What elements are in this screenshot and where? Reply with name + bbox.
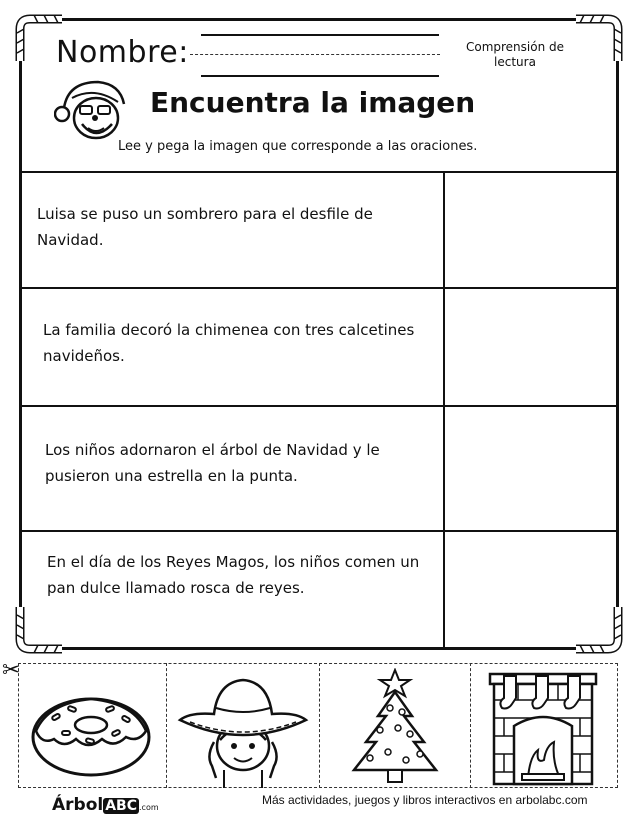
instruction-text: Lee y pega la imagen que corresponde a las oraciones. bbox=[118, 139, 478, 154]
logo-prefix: Árbol bbox=[52, 795, 104, 815]
fireplace-with-stockings-icon[interactable] bbox=[488, 670, 598, 786]
logo-abc: ABC bbox=[105, 798, 137, 814]
sentence-3: Los niños adornaron el árbol de Navidad y le pusieron una estrella en la punta. bbox=[45, 441, 380, 485]
footer-text: Más actividades, juegos y libros interactivos en arbolabc.com bbox=[262, 793, 588, 807]
santa-icon bbox=[54, 76, 130, 146]
paste-box-4[interactable] bbox=[445, 532, 616, 648]
name-midline bbox=[190, 54, 440, 55]
scissors-icon: ✂ bbox=[2, 658, 21, 683]
name-line bbox=[201, 34, 439, 36]
genre-label: Comprensión de lectura bbox=[465, 40, 565, 69]
logo-suffix: .com bbox=[139, 803, 159, 812]
cut-line bbox=[319, 663, 320, 788]
sentence-1: Luisa se puso un sombrero para el desfile de Navidad. bbox=[37, 205, 373, 249]
name-baseline[interactable] bbox=[201, 75, 439, 77]
name-label: Nombre: bbox=[56, 35, 189, 70]
candy-cane-corner-icon bbox=[572, 13, 624, 65]
sentence-4: En el día de los Reyes Magos, los niños comen un pan dulce llamado rosca de reyes. bbox=[47, 553, 420, 597]
paste-box-2[interactable] bbox=[445, 289, 616, 405]
worksheet-title: Encuentra la imagen bbox=[150, 86, 476, 119]
christmas-tree-icon[interactable] bbox=[350, 668, 440, 786]
cut-line bbox=[166, 663, 167, 788]
paste-box-3[interactable] bbox=[445, 407, 616, 530]
paste-box-1[interactable] bbox=[445, 173, 616, 287]
arbolabc-logo bbox=[52, 795, 159, 815]
sentence-table bbox=[19, 171, 619, 650]
girl-with-sombrero-icon[interactable] bbox=[176, 670, 310, 788]
rosca-icon[interactable] bbox=[28, 685, 154, 780]
cut-line bbox=[470, 663, 471, 788]
sentence-2: La familia decoró la chimenea con tres calcetines navideños. bbox=[43, 321, 415, 365]
